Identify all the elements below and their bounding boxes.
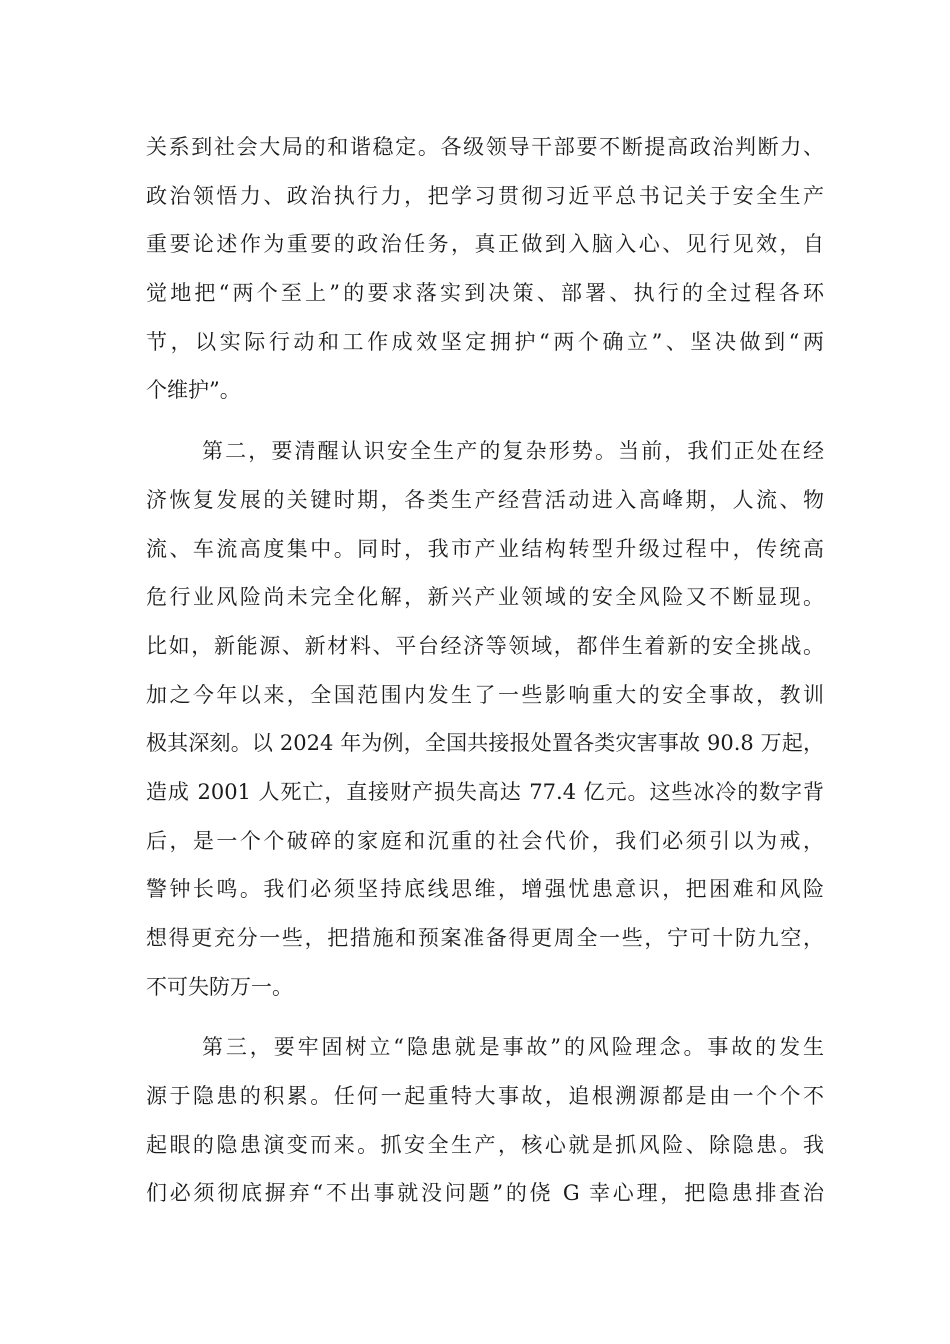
text-line: 极其深刻。以 2024 年为例，全国共接报处置各类灾害事故 90.8 万起，	[146, 731, 824, 756]
paragraph-3	[146, 1028, 824, 1223]
document-body	[146, 128, 824, 1223]
paragraph-2	[146, 432, 824, 1016]
text-line: 第三，要牢固树立“隐患就是事故”的风险理念。事故的发生	[202, 1035, 824, 1060]
text-line: 警钟长鸣。我们必须坚持底线思维，增强忧患意识，把困难和风险	[146, 877, 824, 902]
text-line: 想得更充分一些，把措施和预案准备得更周全一些，宁可十防九空，	[146, 926, 824, 950]
text-line: 造成 2001 人死亡，直接财产损失高达 77.4 亿元。这些冰冷的数字背	[146, 779, 824, 804]
text-line: 关系到社会大局的和谐稳定。各级领导干部要不断提高政治判断力、	[146, 135, 824, 159]
text-line: 比如，新能源、新材料、平台经济等领域，都伴生着新的安全挑战。	[146, 633, 824, 658]
paragraph-spacer	[146, 1016, 824, 1028]
text-line: 重要论述作为重要的政治任务，真正做到入脑入心、见行见效，自	[146, 232, 824, 257]
text-line: 政治领悟力、政治执行力，把学习贯彻习近平总书记关于安全生产	[146, 183, 824, 208]
text-line: 后，是一个个破碎的家庭和沉重的社会代价，我们必须引以为戒，	[146, 828, 824, 853]
paragraph-1	[146, 128, 824, 420]
text-line: 流、车流高度集中。同时，我市产业结构转型升级过程中，传统高	[146, 536, 824, 561]
text-line: 不可失防万一。	[146, 974, 293, 999]
text-line: 济恢复发展的关键时期，各类生产经营活动进入高峰期，人流、物	[146, 487, 824, 512]
text-line: 第二，要清醒认识安全生产的复杂形势。当前，我们正处在经	[202, 439, 824, 464]
text-line: 们必须彻底摒弃“不出事就没问题”的侥 G 幸心理，把隐患排查治	[146, 1181, 824, 1206]
text-line: 起眼的隐患演变而来。抓安全生产，核心就是抓风险、除隐患。我	[146, 1132, 824, 1157]
text-line: 源于隐患的积累。任何一起重特大事故，追根溯源都是由一个个不	[146, 1084, 824, 1109]
text-line: 个维护”。	[146, 378, 241, 403]
text-line: 觉地把“两个至上”的要求落实到决策、部署、执行的全过程各环	[146, 281, 824, 306]
paragraph-spacer	[146, 420, 824, 432]
text-line: 加之今年以来，全国范围内发生了一些影响重大的安全事故，教训	[146, 682, 824, 707]
text-line: 节，以实际行动和工作成效坚定拥护“两个确立”、坚决做到“两	[146, 329, 824, 354]
text-line: 危行业风险尚未完全化解，新兴产业领域的安全风险又不断显现。	[146, 585, 824, 610]
